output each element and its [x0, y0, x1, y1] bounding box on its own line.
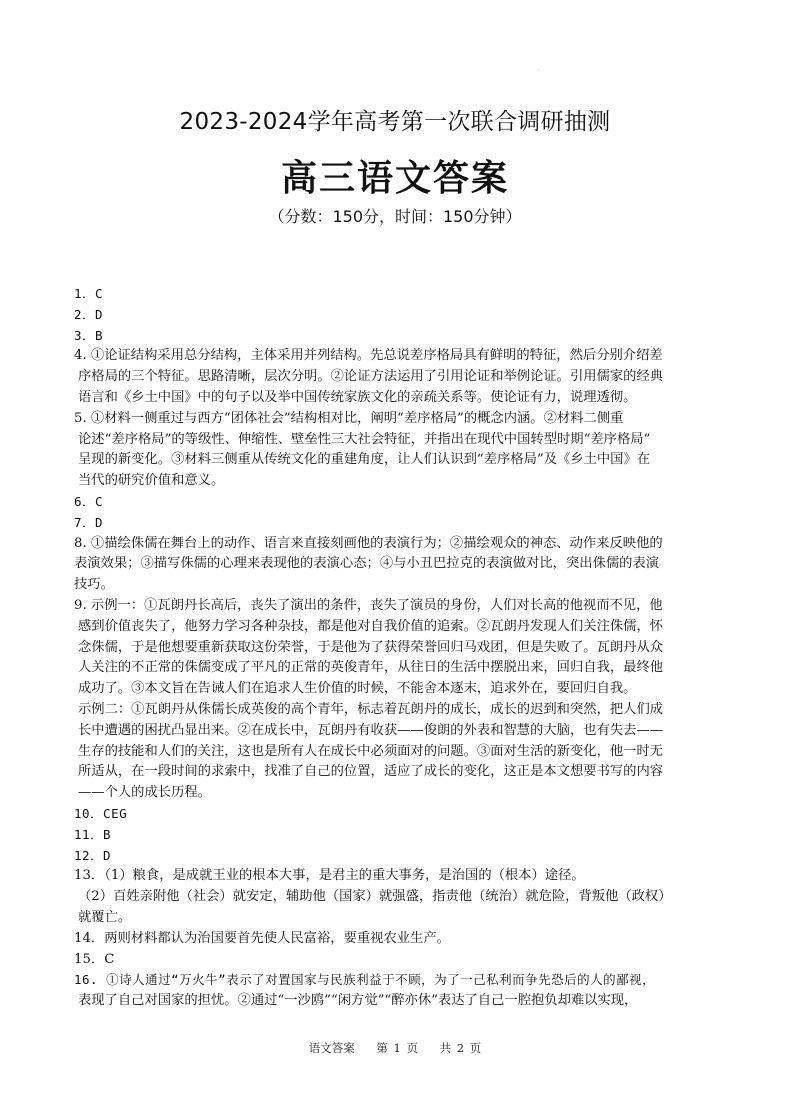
answer-line: 10．CEG [74, 805, 128, 821]
answer-line: 序格局的三个特征。思路清晰，层次分明。②论证方法运用了引用论证和举例论证。引用儒家的经典 [78, 369, 664, 385]
answer-line: 感到价值丧失了，他努力学习各种杂技，都是他对自我价值的追索。②瓦朗丹发现人们关注侏儒，怀 [78, 618, 664, 634]
answer-line: 16. ①诗人通过“万火牛”表示了对置国家与民族利益于不顾，为了一己私利而争先恐后的人的鄙视， [74, 972, 656, 988]
page-footer [0, 1040, 790, 1056]
footer-subject: 语文答案 [308, 1041, 355, 1055]
answer-line: 论述“差序格局”的等级性、伸缩性、壁垒性三大社会特征，并指出在现代中国转型时期“差序格局” [78, 431, 651, 447]
answer-line: 成功了。③本文旨在告诫人们在追求人生价值的时候，不能舍本逐末，追求外在，要回归自我。 [78, 681, 637, 697]
answer-line: 人关注的不正常的侏儒变成了平凡的正常的英俊青年，从往日的生活中摆脱出来，回归自我，最终他 [78, 660, 664, 676]
answer-line: 7．D [74, 514, 104, 530]
answer-line: （2）百姓亲附他（社会）就安定，辅助他（国家）就强盛，指责他（统治）就危险，背叛他（政权） [78, 889, 672, 905]
answer-line: 6．C [74, 493, 104, 509]
answer-line: 所适从，在一段时间的求索中，找准了自己的位置，适应了成长的变化，这正是本文想要书写的内容 [78, 764, 664, 780]
answer-line: ——个人的成长历程。 [78, 785, 211, 801]
exam-title: 2023-2024学年高考第一次联合调研抽测 [179, 109, 611, 135]
answer-line: 1．C [74, 286, 104, 301]
answer-line: 14．两则材料都认为治国要首先使人民富裕，要重视农业生产。 [74, 930, 450, 946]
answer-line: 生存的技能和人们的关注，这也是所有人在成长中必须面对的问题。③面对生活的新变化，他一时无 [78, 743, 664, 759]
answer-line: 13．（1）粮食，是成就王业的根本大事，是君主的重大事务，是治国的（根本）途径。 [74, 868, 585, 884]
answer-line: 技巧。 [74, 577, 114, 593]
answer-line: 4. ①论证结构采用总分结构，主体采用并列结构。先总说差序格局具有鲜明的特征，然后分别介绍差 [74, 348, 663, 364]
footer-total-pages: 共 2 页 [439, 1041, 482, 1055]
answer-line: 9. 示例一：①瓦朗丹长高后，丧失了演出的条件，丧失了演员的身份，人们对长高的他视而不见，他 [74, 597, 663, 613]
answer-line: 2．D [74, 306, 104, 322]
answer-line: 语言和《乡土中国》中的句子以及举中国传统家族文化的亲疏关系等。使论证有力，说理透彻。 [78, 389, 637, 405]
answer-line: 5. ①材料一侧重过与西方“团体社会”结构相对比，阐明“差序格局”的概念内涵。②材料二侧重 [74, 410, 624, 426]
exam-info: （分数：150分，时间：150分钟） [268, 207, 522, 226]
answer-line: 15．C [74, 951, 115, 967]
answer-line: 示例二：①瓦朗丹从侏儒长成英俊的高个青年，标志着瓦朗丹的成长，成长的迟到和突然，把人们成 [78, 701, 664, 717]
answer-line: 就覆亡。 [78, 909, 132, 925]
answer-line: 12．D [74, 847, 112, 863]
answer-line: 念侏儒，于是他想要重新获取这份荣誉，于是他为了获得荣誉回归马戏团，但是失败了。瓦朗丹从众 [78, 639, 664, 655]
scan-dot: . [538, 66, 540, 72]
answer-line: 8. ①描绘侏儒在舞台上的动作、语言来直接刻画他的表演行为；②描绘观众的神态、动作来反映他的 [74, 535, 663, 551]
answer-line: 表演效果；③描写侏儒的心理来表现他的表演心态；④与小丑巴拉克的表演做对比，突出侏儒的表演 [74, 556, 660, 572]
answer-content [74, 284, 724, 1012]
footer-page-number: 第 1 页 [376, 1041, 418, 1055]
answer-line: 当代的研究价值和意义。 [78, 473, 225, 489]
answer-line: 11．B [74, 826, 112, 842]
answer-line: 长中遭遇的困扰凸显出来。②在成长中，瓦朗丹有收获——俊朗的外表和智慧的大脑，也有失去—— [78, 722, 664, 738]
answer-line: 表现了自己对国家的担忧。②通过“一沙鸥”“闲方觉”“醉亦休”表达了自己一腔抱负却难以实现， [78, 993, 638, 1009]
page-title: 高三语文答案 [280, 158, 509, 199]
answer-line: 3．B [74, 327, 104, 343]
answer-line: 呈现的新变化。③材料三侧重从传统文化的重建角度，让人们认识到“差序格局”及《乡土中国》在 [78, 452, 651, 468]
